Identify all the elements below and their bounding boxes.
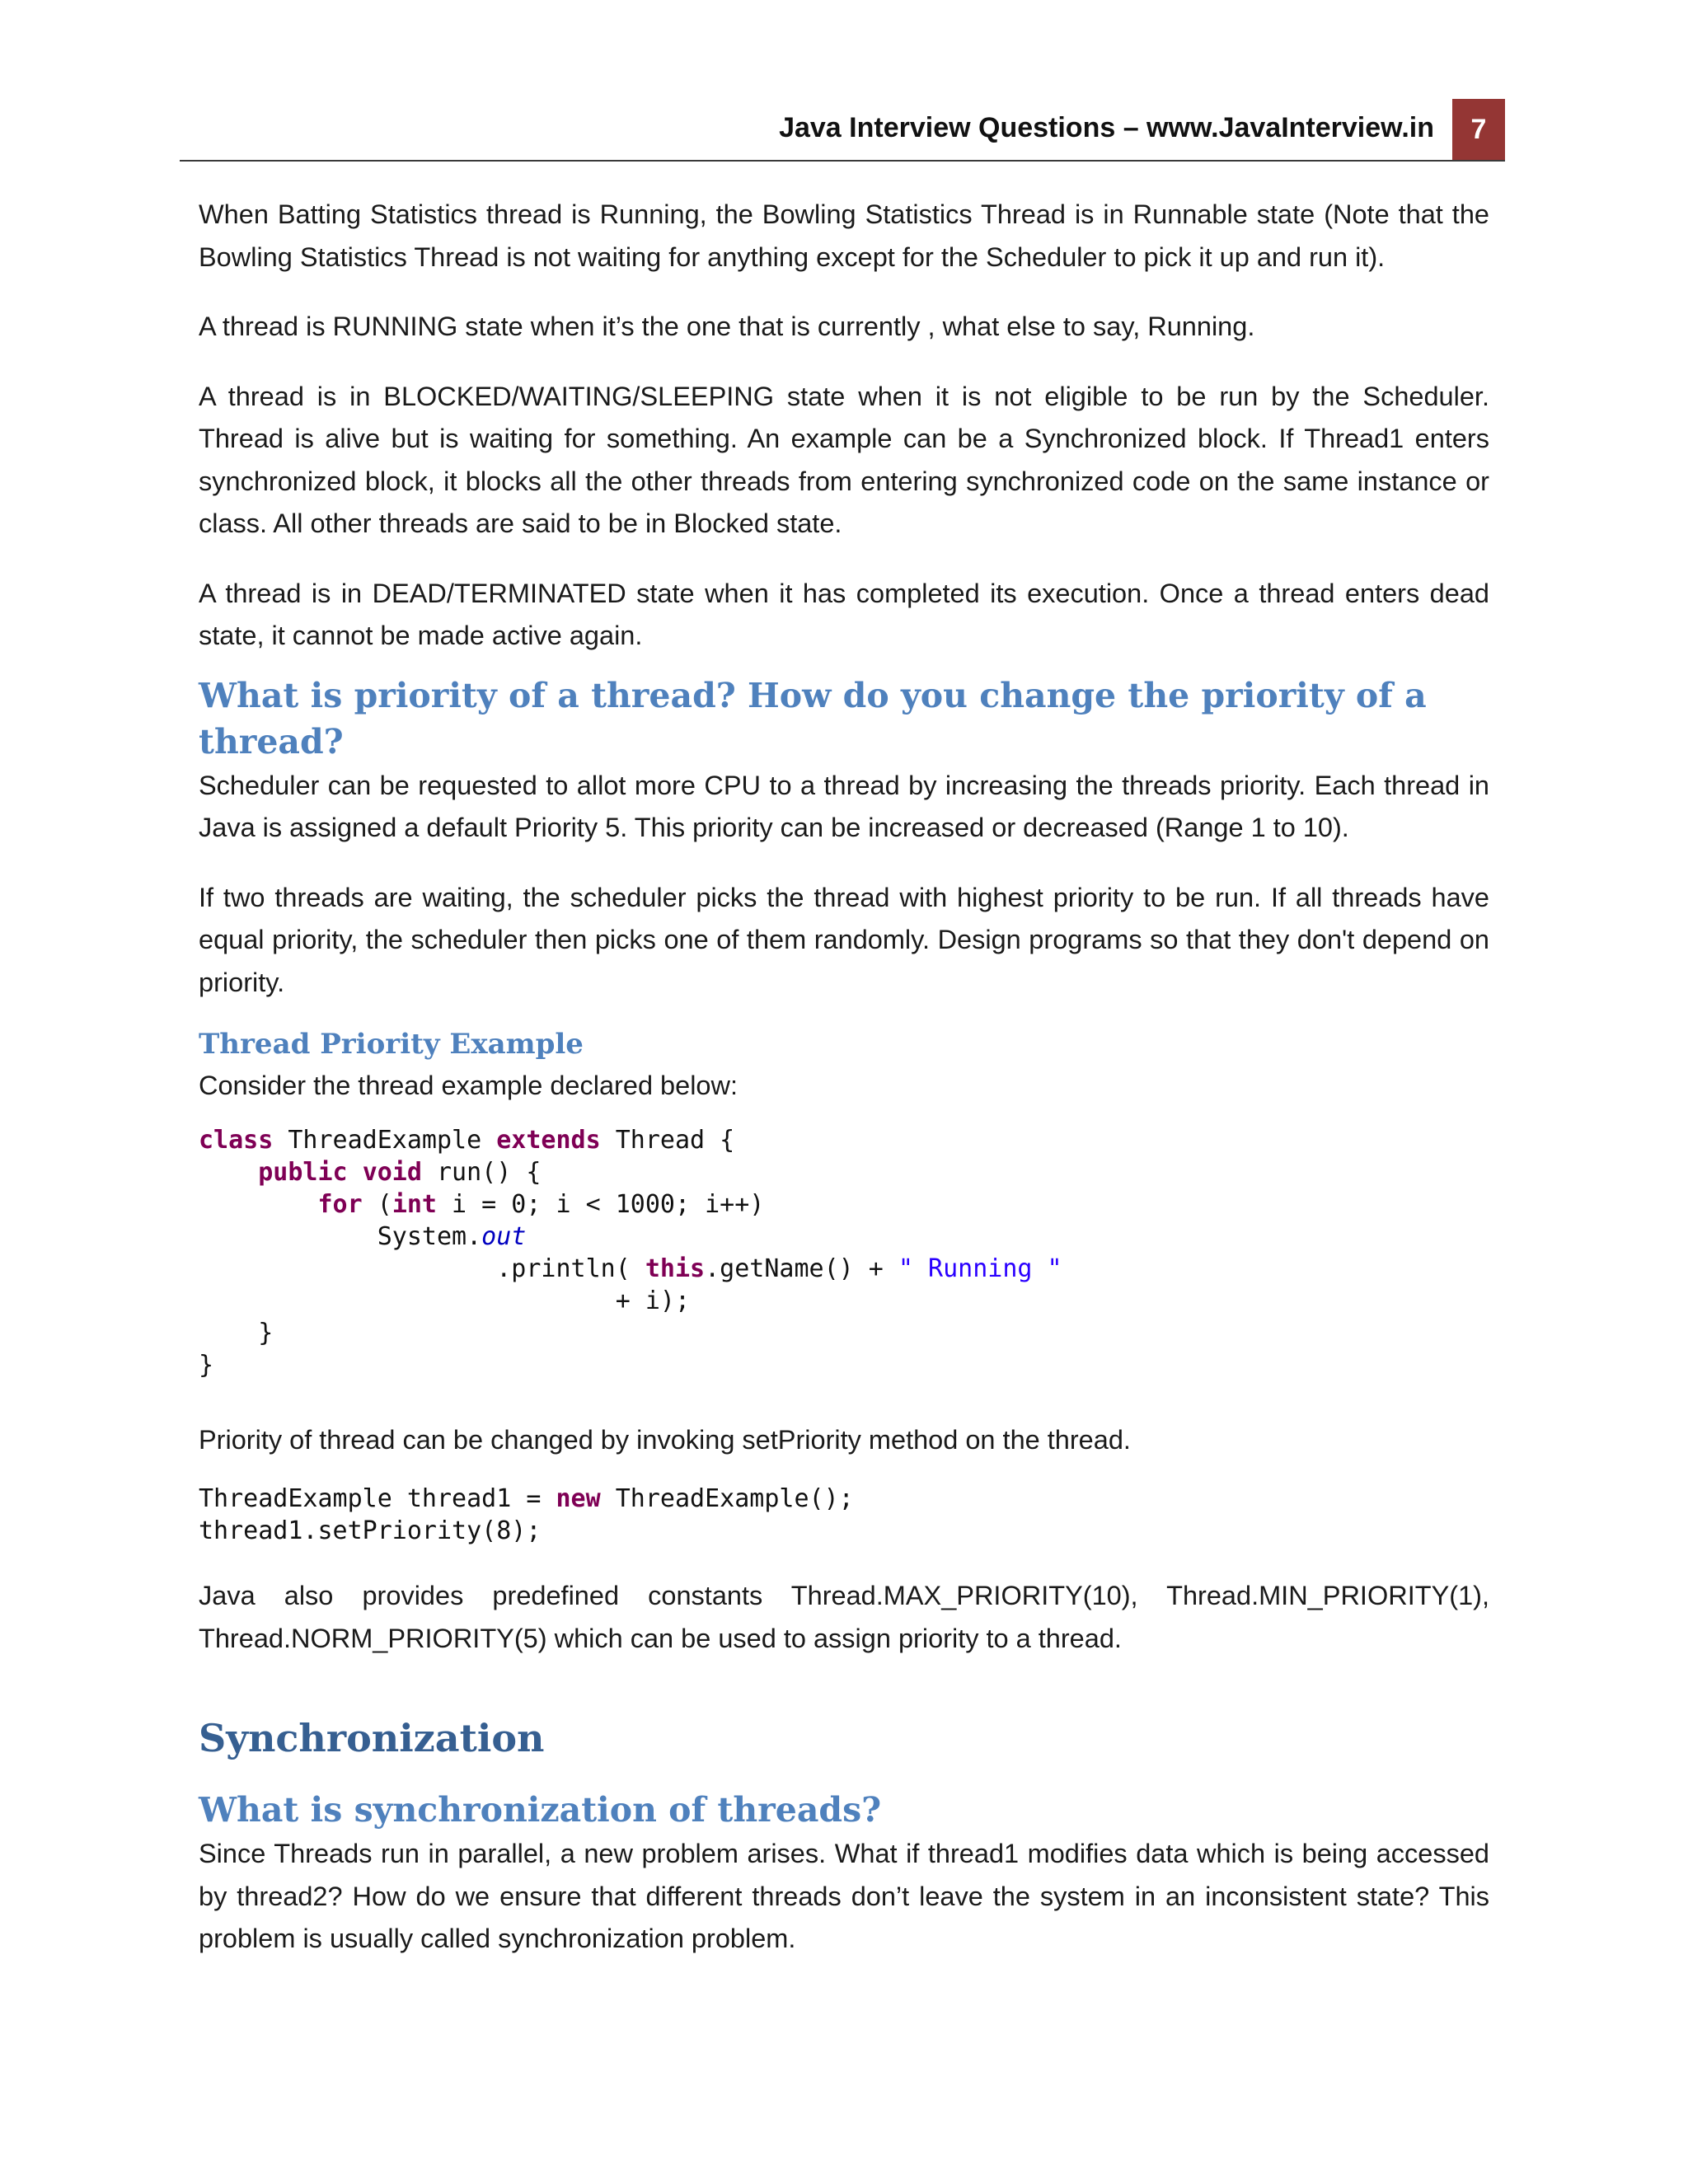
paragraph-setpriority: Priority of thread can be changed by invoking setPriority method on the thread. [199, 1424, 1131, 1455]
code-keyword: void [362, 1157, 422, 1187]
code-text [199, 1190, 318, 1219]
code-keyword: class [199, 1125, 274, 1155]
paragraph-blocked-state: A thread is in BLOCKED/WAITING/SLEEPING state when it is not eligible to be run by the Scheduler. Thread is alive but is waiting for something. An example can be a Synchronized block. If Thread1 enters synchronized block, it blocks all the other threads from entering synchronized code on the same instance or class. All other threads are said to be in Blocked state. [199, 381, 1489, 538]
page-header [180, 99, 1505, 162]
code-keyword: this [645, 1254, 706, 1283]
code-text: System. [199, 1221, 482, 1251]
paragraph-dead-state: A thread is in DEAD/TERMINATED state when it has completed its execution. Once a thread enters dead state, it cannot be made active again. [199, 578, 1489, 650]
heading-synchronization: Synchronization [199, 1716, 545, 1760]
code-keyword: new [556, 1484, 601, 1513]
header-title: Java Interview Questions – www.JavaInterview.in [779, 112, 1434, 143]
code-block-setpriority [199, 1483, 1489, 1547]
code-text: } [199, 1318, 274, 1347]
code-text: .println( [199, 1254, 645, 1283]
code-text: ThreadExample(); [600, 1484, 854, 1513]
paragraph-running-state: A thread is RUNNING state when it’s the one that is currently , what else to say, Running. [199, 312, 1255, 341]
paragraph-priority-scheduler: If two threads are waiting, the scheduler picks the thread with highest priority to be run. If all threads have equal priority, the scheduler then picks one of them randomly. Design programs so that they don't depend on priority. [199, 882, 1489, 997]
code-string: " Running " [898, 1254, 1062, 1283]
code-text: ThreadExample [273, 1125, 497, 1155]
code-text: i = 0; i < 1000; i++) [437, 1189, 765, 1219]
code-text: thread1.setPriority(8); [199, 1516, 542, 1545]
code-keyword: extends [496, 1125, 601, 1155]
code-text: Thread { [600, 1125, 735, 1155]
code-text: + i); [199, 1286, 691, 1315]
code-field: out [481, 1221, 527, 1251]
paragraph-consider-example: Consider the thread example declared below: [199, 1071, 738, 1100]
code-text: ThreadExample thread1 = [199, 1484, 556, 1513]
paragraph-priority-intro: Scheduler can be requested to allot more CPU to a thread by increasing the threads priority. Each thread in Java is assigned a default Priority 5. This priority can be increased or decreased (Range 1 to 10). [199, 770, 1489, 842]
code-block-thread-example [199, 1124, 1489, 1381]
code-keyword: for [317, 1189, 363, 1219]
heading-thread-priority: What is priority of a thread? How do you change the priority of a thread? [199, 675, 1427, 762]
heading-synchronization-of-threads: What is synchronization of threads? [199, 1790, 882, 1830]
page-content [199, 194, 1489, 1988]
heading-thread-priority-example: Thread Priority Example [199, 1028, 584, 1061]
paragraph-priority-constants: Java also provides predefined constants Thread.MAX_PRIORITY(10), Thread.MIN_PRIORITY(1), Thread.NORM_PRIORITY(5) which can be used to assign priority to a thread. [199, 1581, 1489, 1653]
code-keyword: int [392, 1189, 437, 1219]
code-text: } [199, 1350, 214, 1380]
code-keyword: public [258, 1157, 348, 1187]
code-text: run() { [421, 1157, 542, 1187]
paragraph-synchronization-problem: Since Threads run in parallel, a new problem arises. What if thread1 modifies data which is being accessed by thread2? How do we ensure that different threads don’t leave the system in an inconsistent state? This problem is usually called synchronization problem. [199, 1839, 1489, 1953]
code-text: .getName() + [705, 1254, 898, 1283]
code-text: ( [362, 1189, 392, 1219]
page-number: 7 [1452, 99, 1505, 160]
code-text [199, 1158, 258, 1187]
code-text [348, 1158, 363, 1187]
paragraph-runnable-state: When Batting Statistics thread is Running, the Bowling Statistics Thread is in Runnable state (Note that the Bowling Statistics Thread is not waiting for anything except for the Scheduler to pick it up and run it). [199, 199, 1489, 272]
